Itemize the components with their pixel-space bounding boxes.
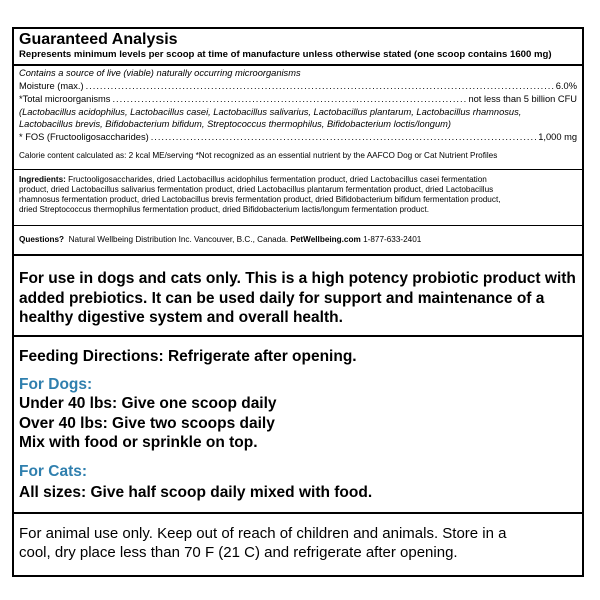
ingredients-line-2: product, dried Lactobacillus salivarius fermentation product, dried Lactobacillus plantarum fermentation product, dried Lactobacillus — [19, 185, 494, 194]
usage-line-1: For use in dogs and cats only. This is a high potency probiotic product with — [19, 270, 576, 287]
ingredients-line-1: Fructooligosaccharides, dried Lactobacillus acidophilus fermentation product, dried Lactobacillus casei fermentation — [68, 175, 487, 184]
dogs-line-1: Under 40 lbs: Give one scoop daily — [19, 395, 277, 412]
strains-line-2: Lactobacillus brevis, Bifidobacterium bifidum, Streptococcus thermophilus, Bifidobacterium loctis/longum) — [19, 119, 451, 129]
questions-label: Questions? — [19, 235, 65, 244]
leader-dots — [112, 94, 466, 105]
dogs-line-3: Mix with food or sprinkle on top. — [19, 434, 258, 451]
usage-line-3: healthy digestive system and overall health. — [19, 309, 343, 326]
divider — [14, 512, 582, 514]
moisture-value: 6.0% — [555, 81, 577, 91]
cats-heading: For Cats: — [19, 463, 88, 480]
microorganisms-row — [19, 94, 577, 105]
dogs-line-2: Over 40 lbs: Give two scoops daily — [19, 414, 275, 432]
divider — [14, 335, 582, 337]
divider — [14, 169, 582, 170]
feeding-heading: Feeding Directions: Refrigerate after opening. — [19, 348, 357, 365]
ingredients-block — [19, 175, 577, 215]
warning-line-2: cool, dry place less than 70 F (21 C) and refrigerate after opening. — [19, 544, 458, 561]
ingredients-line-4: dried Streptococcus thermophilus fermentation product, dried Bifidobacterium lactis/longum fermentation product. — [19, 205, 430, 214]
questions-text: Natural Wellbeing Distribution Inc. Vancouver, B.C., Canada. — [68, 235, 289, 244]
analysis-intro: Contains a source of live (viable) naturally occurring microorganisms — [19, 68, 301, 78]
usage-block — [19, 269, 577, 328]
calorie-note: Calorie content calculated as: 2 kcal ME/serving *Not recognized as an essential nutrient by the AAFCO Dog or Cat Nutrient Profiles — [19, 151, 498, 160]
strains-line-1: (Lactobacillus acidophilus, Lactobacillus casei, Lactobacillus salivarius, Lactobacillus plantarum, Lactobacillus rhamnosus, — [19, 107, 522, 117]
moisture-row — [19, 81, 577, 92]
cats-line-1: All sizes: Give half scoop daily mixed with food. — [19, 484, 373, 501]
moisture-label: Moisture (max.) — [19, 81, 84, 91]
usage-line-2: added prebiotics. It can be used daily for support and maintenance of a — [19, 289, 545, 307]
ingredients-label: Ingredients: — [19, 175, 66, 184]
website-link[interactable]: PetWellbeing.com — [290, 235, 361, 244]
ingredients-line-3: rhamnosus fermentation product, dried Lactobacillus brevis fermentation product, dried Bifidobacterium bifidum fermentation product, — [19, 195, 501, 204]
phone-number: 1-877-633-2401 — [363, 235, 422, 244]
leader-dots — [151, 132, 537, 143]
divider — [14, 64, 582, 66]
fos-row — [19, 132, 577, 143]
microorganisms-value: not less than 5 billion CFU — [468, 94, 577, 104]
dogs-directions — [19, 394, 577, 453]
divider — [14, 254, 582, 256]
leader-dots — [86, 81, 554, 92]
warning-block — [19, 524, 577, 562]
microorganisms-label: *Total microorganisms — [19, 94, 111, 104]
warning-line-1: For animal use only. Keep out of reach of children and animals. Store in a — [19, 525, 507, 542]
supplement-label — [12, 27, 584, 577]
questions-line — [19, 235, 577, 245]
fos-value: 1,000 mg — [538, 132, 577, 142]
divider — [14, 225, 582, 226]
fos-label: * FOS (Fructooligosaccharides) — [19, 132, 149, 142]
analysis-subtitle: Represents minimum levels per scoop at time of manufacture unless otherwise stated (one scoop contains 1600 mg) — [19, 49, 552, 60]
analysis-title: Guaranteed Analysis — [19, 31, 178, 48]
dogs-heading: For Dogs: — [19, 376, 93, 393]
